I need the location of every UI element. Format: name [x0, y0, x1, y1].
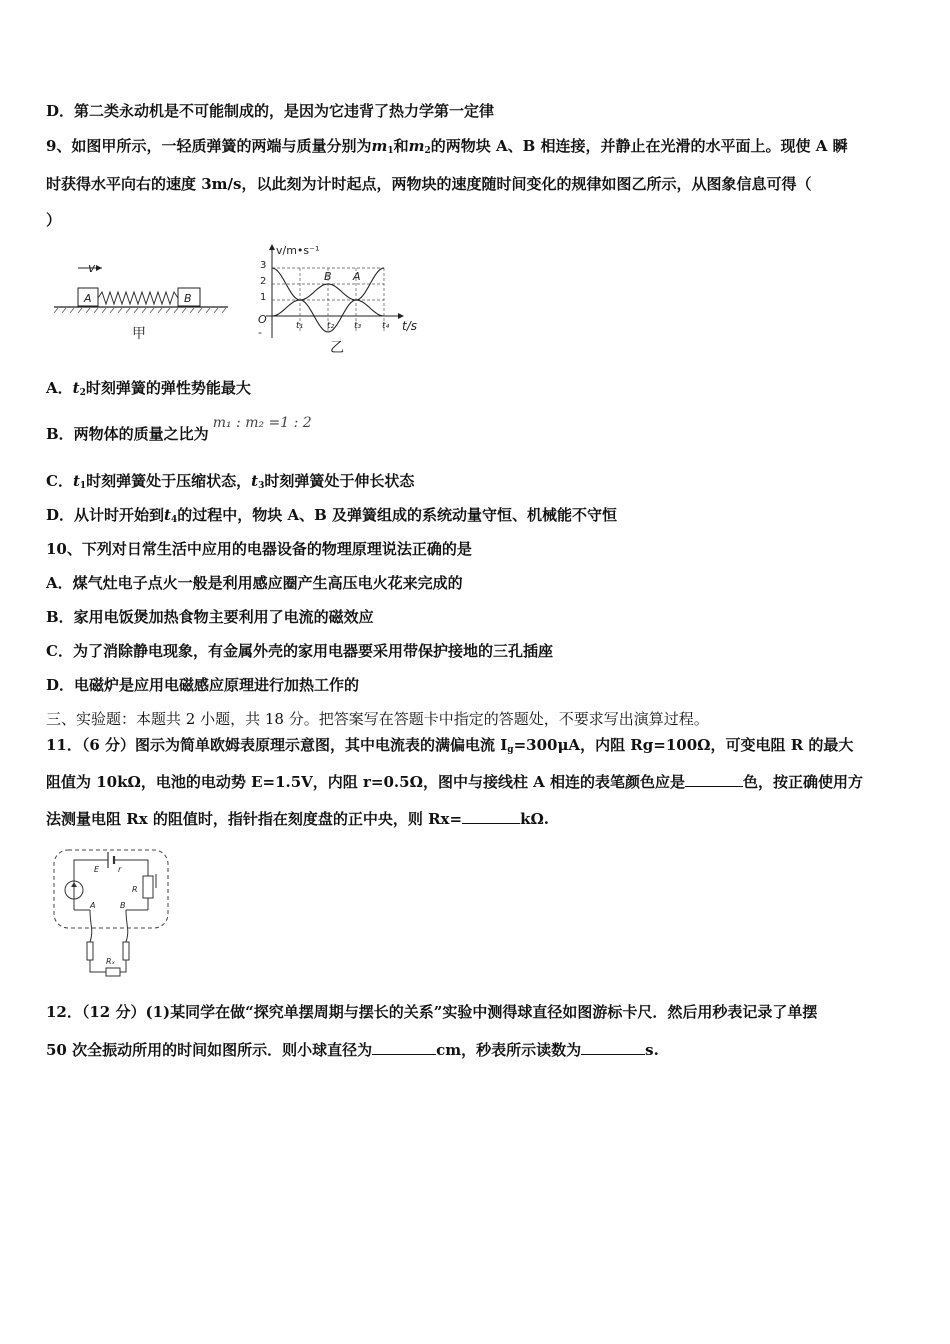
- q9-line1: 9、如图甲所示，一轻质弹簧的两端与质量分别为$m_1$和$m_2$的两物块 A、B 相连接，并静止在光滑的水平面上。现使 A 瞬: [46, 137, 848, 156]
- q11-line1: 11．（6 分）图示为简单欧姆表原理示意图，其中电流表的满偏电流 $I_g=300\mu A$，内阻 Rg=100Ω，可变电阻 R 的最大: [46, 736, 854, 755]
- q10-option-a: A．煤气灶电子点火一般是利用感应圈产生高压电火花来完成的: [46, 574, 463, 592]
- mass-ratio-formula: m₁ : m₂ =1 : 2: [212, 415, 312, 431]
- label-r-internal: r: [118, 865, 122, 874]
- y-axis-label: v/m•s⁻¹: [276, 244, 320, 257]
- caption-yi: 乙: [330, 340, 344, 355]
- y-tick-3: 3: [260, 260, 267, 271]
- q10-option-c: C．为了消除静电现象，有金属外壳的家用电器要采用带保护接地的三孔插座: [46, 642, 553, 660]
- section-3-heading: 三、实验题：本题共 2 小题，共 18 分。把答案写在答题卡中指定的答题处，不要求写出演算过程。: [46, 710, 709, 728]
- label-a: A: [90, 901, 96, 910]
- q9-option-b: B．两物体的质量之比为m₁ : m₂ =1 : 2: [46, 415, 312, 443]
- x-axis-label: t/s: [402, 319, 417, 333]
- x-tick-t2: t₂: [327, 321, 335, 331]
- q12-line2: 50 次全振动所用的时间如图所示．则小球直径为 cm，秒表所示读数为 s.: [46, 1041, 659, 1059]
- q10-option-b: B．家用电饭煲加热食物主要利用了电流的磁效应: [46, 608, 374, 626]
- figure-yi-chart: [252, 240, 432, 355]
- q10-stem: 10、下列对日常生活中应用的电器设备的物理原理说法正确的是: [46, 540, 472, 558]
- velocity-arrowhead: [96, 265, 102, 271]
- resistor-rx: [106, 968, 120, 976]
- y-tick-2: 2: [260, 276, 267, 287]
- x-tick-t3: t₃: [354, 321, 362, 331]
- figure-jia: [50, 258, 240, 348]
- minus-label: -: [258, 326, 262, 339]
- curve-a-label: A: [353, 270, 361, 283]
- q12-line1: 12．（12 分）(1)某同学在做“探究单摆周期与摆长的关系”实验中测得球直径如图游标卡尺．然后用秒表记录了单摆: [46, 1003, 818, 1021]
- option-d-q8: D．第二类永动机是不可能制成的，是因为它违背了热力学第一定律: [46, 102, 495, 120]
- variable-resistor: [143, 876, 153, 898]
- x-tick-t1: t₁: [296, 321, 304, 331]
- y-axis-arrow: [269, 244, 275, 250]
- origin-label: O: [258, 313, 267, 326]
- curve-b-label: B: [324, 270, 332, 283]
- label-b: B: [120, 901, 126, 910]
- probe-a: [87, 942, 93, 960]
- q9-line3: ）: [46, 211, 62, 229]
- velocity-label: v: [88, 261, 96, 275]
- q9-option-d: D．从计时开始到$t_4$的过程中，物块 A、B 及弹簧组成的系统动量守恒、机械能不守恒: [46, 506, 617, 525]
- probe-b: [123, 942, 129, 960]
- answer-blank-color[interactable]: [685, 772, 743, 787]
- block-a-label: A: [84, 292, 92, 305]
- probe-wire-a: [90, 910, 92, 942]
- block-b-label: B: [184, 292, 192, 305]
- label-rx: Rₓ: [106, 957, 116, 966]
- q10-option-d: D．电磁炉是应用电磁感应原理进行加热工作的: [46, 676, 360, 694]
- dashed-enclosure: [54, 850, 168, 928]
- q9-option-c: C．$t_1$时刻弹簧处于压缩状态，$t_3$时刻弹簧处于伸长状态: [46, 472, 415, 491]
- spring: [98, 292, 178, 304]
- galvanometer-arrow: [71, 882, 77, 887]
- x-tick-t4: t₄: [382, 321, 390, 331]
- q9-line2: 时获得水平向右的速度 3m/s，以此刻为计时起点，两物块的速度随时间变化的规律如图乙所示，从图象信息可得（: [46, 175, 812, 193]
- label-e: E: [94, 865, 100, 874]
- probe-wire-b: [126, 910, 128, 942]
- wire-rx-right: [120, 960, 126, 972]
- q11-line2: 阻值为 10kΩ，电池的电动势 E=1.5V，内阻 r=0.5Ω，图中与接线柱 A 相连的表笔颜色应是 色，按正确使用方: [46, 773, 864, 791]
- answer-blank-stopwatch[interactable]: [581, 1040, 645, 1055]
- q9-option-a: A．$t_2$时刻弹簧的弹性势能最大: [46, 379, 251, 398]
- wire-rx-left: [90, 960, 106, 972]
- y-tick-1: 1: [260, 292, 267, 303]
- answer-blank-rx[interactable]: [462, 809, 520, 824]
- q11-line3: 法测量电阻 Rx 的阻值时，指针指在刻度盘的正中央，则 Rx= kΩ.: [46, 810, 550, 828]
- ohmmeter-circuit: [50, 846, 172, 980]
- caption-jia: 甲: [132, 326, 146, 342]
- answer-blank-diameter[interactable]: [372, 1040, 436, 1055]
- ground-hatch: [54, 308, 226, 313]
- label-r: R: [132, 885, 138, 894]
